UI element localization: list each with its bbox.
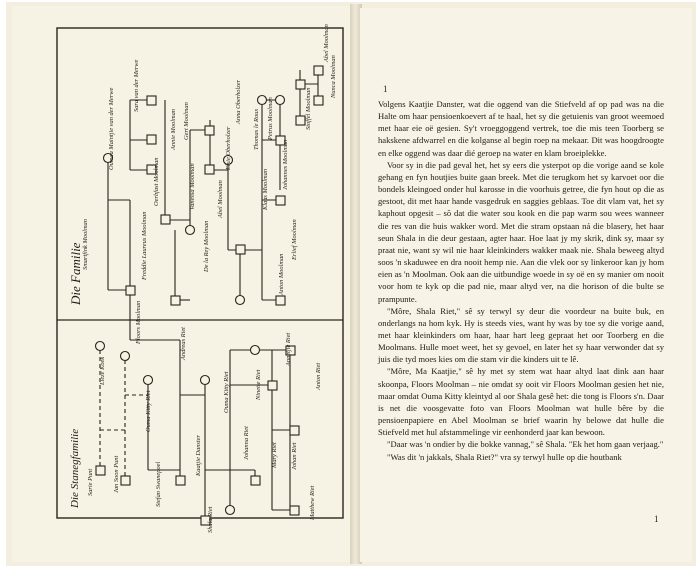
chapter-number: 1	[383, 84, 388, 94]
tree-node	[121, 352, 130, 361]
page-number: 1	[654, 514, 659, 524]
person-name-label: Shala Riet	[207, 506, 214, 533]
person-name-label: Floors Moolman	[135, 300, 142, 344]
tree-node	[296, 116, 305, 125]
tree-node	[290, 506, 299, 515]
person-name-label: Vanessa Moolman	[189, 163, 196, 210]
person-name-label: Smartfink Moolman	[82, 219, 89, 270]
person-name-label: Gert Moolman	[183, 102, 190, 140]
tree-node	[161, 215, 170, 224]
tree-node	[236, 245, 245, 254]
tree-node	[290, 426, 299, 435]
tree-node	[171, 296, 180, 305]
person-name-label: Petrus Moolman	[267, 97, 274, 140]
person-name-label: Jan Soon Punt	[113, 455, 120, 493]
person-name-label: Ninette Riet	[255, 369, 262, 400]
main-family-title: Die Familie	[68, 242, 83, 305]
person-name-label: Klaas Moolman	[262, 168, 269, 210]
person-name-label: Annie Moolman	[170, 109, 177, 150]
person-name-label: Matthew Riet	[309, 485, 316, 520]
sub-tree-symbols	[96, 342, 300, 526]
person-name-label: Elsie Oberholzer	[225, 126, 232, 170]
person-name-label: Oerbfast Moolman	[153, 157, 160, 206]
person-name-label: Stefan Swanepoel	[155, 461, 162, 507]
paragraph: "Môre, Shala Riet," sê sy terwyl sy deur die voordeur na buite buk, en onderlangs na hom kyk. Hy is steeds vies, want hy was by toe sy die vorige aand, met haar kleinkinders om haar, haar hart leeg gepraat het oor Toorberg en die Moolmans. Hulle moet weet, het sy gevoel, en later het sy haar verwonder dat sy juis die tyd moes kies om die stam vir die kinders uit te lê.	[378, 305, 664, 365]
person-name-label: Mary Riet	[271, 442, 278, 468]
person-name-label: Sara van der Merwe	[133, 59, 140, 112]
tree-node	[205, 126, 214, 135]
tree-node	[96, 342, 105, 351]
tree-node	[121, 476, 130, 485]
paragraph: "Daar was 'n ondier by die bokke vannag," sê Shala. "Ek het hom gaan verjaag."	[387, 439, 664, 450]
tree-node	[251, 346, 260, 355]
tree-node	[314, 66, 323, 75]
person-name-label: Kaatjie Danster	[195, 434, 202, 476]
person-name-label: Johanna Riet	[243, 426, 250, 460]
body-text	[378, 98, 664, 463]
person-name-label: Anna Oberholzer	[235, 79, 242, 124]
sub-family-title: Die Stanegfamilie	[69, 428, 81, 508]
person-name-label: Thomas le Roux	[253, 108, 260, 150]
person-name-label: Johan Riet	[291, 442, 298, 470]
person-name-label: Lieze Koek	[99, 356, 106, 385]
tree-node	[276, 96, 285, 105]
tree-node	[201, 376, 210, 385]
tree-node	[276, 296, 285, 305]
person-name-label: Annetjie Riet	[285, 332, 292, 366]
person-name-label: Sarie Punt	[87, 468, 94, 496]
tree-node	[314, 96, 323, 105]
person-name-label: Ouma Kitty Riet	[145, 390, 152, 432]
paragraph: "Môre, Ma Kaatjie," sê hy met sy stem wat haar altyd laat dink aan haar skoonpa, Floors Moolman – nie omdat sy ooit vir Floors Moolman gesien het nie, maar omdat Ouma Kitty kleintyd al oor Shala gesê het: die tong is Floors s'n. Daar is net die voosgevatte foto van Floors Moolman wat hulle bêre by die pensioenpapiere en Abel Moolman se brief waarin hy belowe dat hulle die Stiefveld met hul afstammelinge vir eenhonderd jaar kan bewoon.	[378, 366, 664, 438]
person-name-label: Andreas Riet	[180, 327, 187, 360]
tree-node	[205, 165, 214, 174]
paragraph: Volgens Kaatjie Danster, wat die oggend van die Stiefveld af op pad was na die Halte om haar pensioenkoevert af te haal, het sy die getuienis van groot weemoed met haar eie oë gesien. Sy't vroeggoggend vertrek, toe die mis teen Toorberg se hakskene afdwarrel en die kolganse al begin roep na mekaar. Dit was hoogdroogte en elke oggend was daar dié geroep na water en klam broeiplekke.	[378, 99, 664, 158]
person-name-label: Oumaa Maintjie van der Merwe	[108, 87, 115, 170]
tree-node	[126, 286, 135, 295]
tree-node	[276, 196, 285, 205]
tree-node	[236, 296, 245, 305]
person-name-label: Nunca Moolman	[330, 55, 337, 98]
person-name-label: Abel Moolman	[217, 180, 224, 218]
person-name-label: De la Rey Moolman	[203, 220, 210, 272]
tree-node	[226, 506, 235, 515]
person-name-label: Erlief Moolman	[291, 219, 298, 260]
tree-node	[296, 80, 305, 89]
tree-node	[144, 376, 153, 385]
person-name-label: Anton Moolman	[278, 253, 285, 295]
tree-node	[258, 96, 267, 105]
paragraph: "Was dit 'n jakkals, Shala Riet?" vra sy terwyl hulle op die houtbank	[387, 451, 622, 462]
person-name-label: Ouma Kitty Riet	[223, 371, 230, 413]
tree-node	[96, 466, 105, 475]
tree-node	[251, 476, 260, 485]
person-name-label: Johannes Moolman	[282, 139, 289, 190]
person-name-label: Freddie Laureus Moolman	[141, 211, 148, 280]
person-name-label: Anton Riet	[315, 362, 322, 390]
tree-node	[268, 381, 277, 390]
tree-node	[147, 96, 156, 105]
paragraph: Voor sy in die pad geval het, het sy eers die ysterpot op die vorige aand se kole gehang en fyn houtjies buite gaan breek. Met die terugkom het sy karvoet oor die bondels kleingoed onder hul karosse in die voorhuis getree, die fyn hout op die as gestoot, dit met haar hande vasgedruk en saggies geblaas. Toe dit vlam vat, het sy kaphout opgesit – sõ dat die water sou kook en die pap warm sou wees wanneer die res van die huis wakker word. Met die stram opstaan ná die blasery, het haar seun Shala in die deur gestaan, agter haar. Hoe laat jy my skrik, dink sy, maar sy praat nie, want sy wil nie haar kleinkinders wakker maak nie. Shala beweeg altyd soos 'n skaduwee en dra nooit hemp nie. Aan die vlek oor sy linkeroor kan jy hom eien as 'n Moolman. Ook aan die uitbundige woede in sy oë en sy manier om nooit voor hom te kyk op die pad nie, maar altyd ver, na die horison of die bulte se prampunte.	[378, 159, 664, 304]
tree-node	[176, 476, 185, 485]
tree-node	[186, 226, 195, 235]
tree-node	[147, 135, 156, 144]
person-name-label: Abel Moolman	[323, 24, 330, 62]
sub-tree-lines	[100, 340, 295, 520]
person-name-label: Stoffel Moolman	[305, 87, 312, 130]
